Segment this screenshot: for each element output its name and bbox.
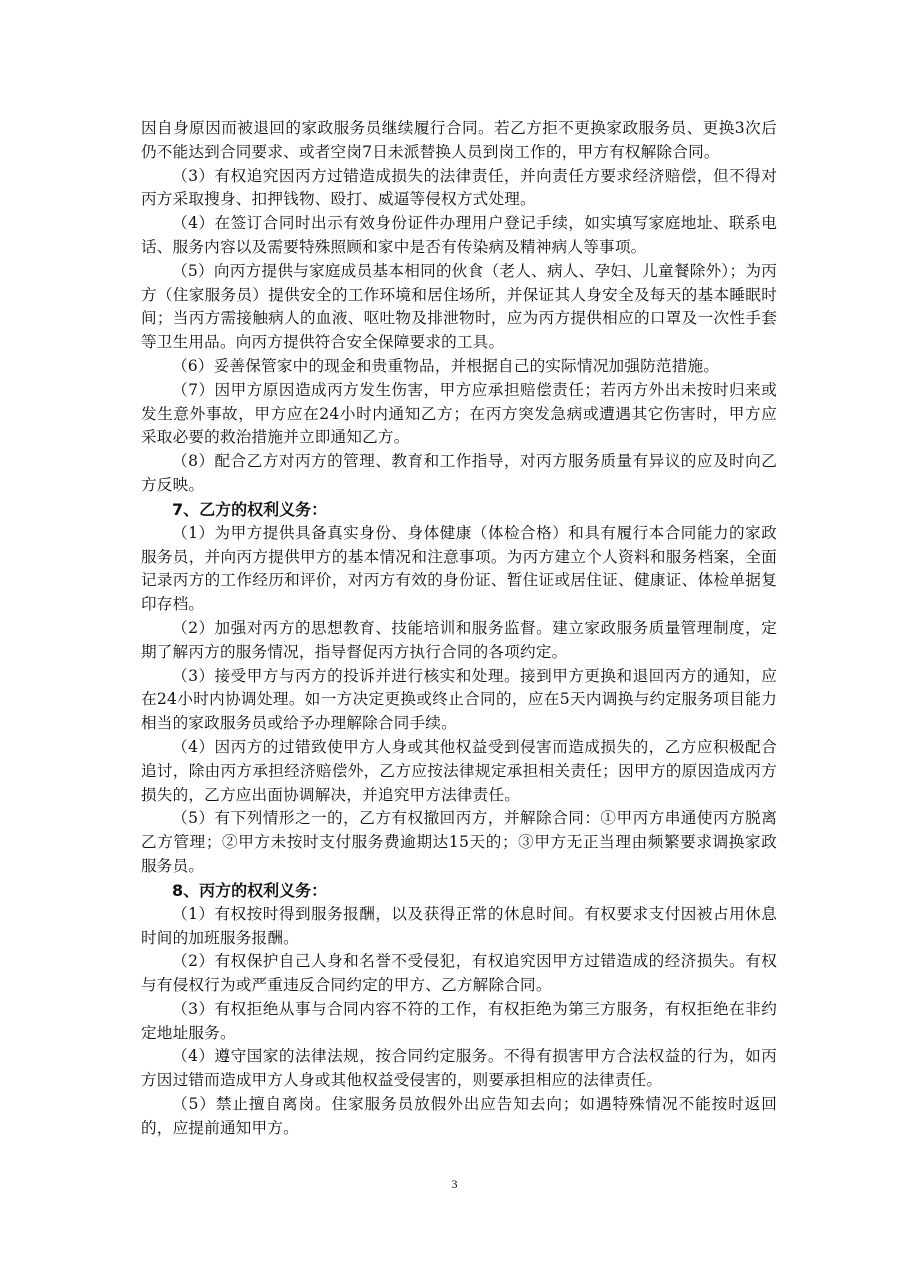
paragraph: （5）禁止擅自离岗。住家服务员放假外出应告知去向；如遇特殊情况不能按时返回的，应提前通知甲方。 <box>141 1095 777 1137</box>
document-body <box>141 117 777 1141</box>
paragraph: （5）向丙方提供与家庭成员基本相同的伙食（老人、病人、孕妇、儿童餐除外）；为丙方（住家服务员）提供安全的工作环境和居住场所，并保证其人身安全及每天的基本睡眠时间；当丙方需接触病人的血液、呕吐物及排泄物时，应为丙方提供相应的口罩及一次性手套等卫生用品。向丙方提供符合安全保障要求的工具。 <box>141 261 777 352</box>
page-number: 3 <box>451 1177 458 1191</box>
paragraph: （4）因丙方的过错致使甲方人身或其他权益受到侵害而造成损失的，乙方应积极配合追讨，除由丙方承担经济赔偿外，乙方应按法律规定承担相关责任；因甲方的原因造成丙方损失的，乙方应出面协调解决，并追究甲方法律责任。 <box>141 737 777 804</box>
paragraph: 因自身原因而被退回的家政服务员继续履行合同。若乙方拒不更换家政服务员、更换3次后仍不能达到合同要求、或者空岗7日未派替换人员到岗工作的，甲方有权解除合同。 <box>141 119 777 161</box>
paragraph: （3）有权追究因丙方过错造成损失的法律责任，并向责任方要求经济赔偿，但不得对丙方采取搜身、扣押钱物、殴打、威逼等侵权方式处理。 <box>141 166 777 209</box>
paragraph: （2）加强对丙方的思想教育、技能培训和服务监督。建立家政服务质量管理制度，定期了解丙方的服务情况，指导督促丙方执行合同的各项约定。 <box>141 618 777 661</box>
section-heading-party-c: 8、丙方的权利义务： <box>172 880 328 900</box>
paragraph: （3）接受甲方与丙方的投诉并进行核实和处理。接到甲方更换和退回丙方的通知，应在24小时内协调处理。如一方决定更换或终止合同的，应在5天内调换与约定服务项目能力相当的家政服务员或给予办理解除合同手续。 <box>141 666 777 733</box>
paragraph: （1）为甲方提供具备真实身份、身体健康（体检合格）和具有履行本合同能力的家政服务员，并向丙方提供甲方的基本情况和注意事项。为丙方建立个人资料和服务档案，全面记录丙方的工作经历和评价，对丙方有效的身份证、暂住证或居住证、健康证、体检单据复印存档。 <box>141 523 777 614</box>
paragraph: （2）有权保护自己人身和名誉不受侵犯，有权追究因甲方过错造成的经济损失。有权与有侵权行为或严重违反合同约定的甲方、乙方解除合同。 <box>141 952 777 995</box>
paragraph: （3）有权拒绝从事与合同内容不符的工作，有权拒绝为第三方服务，有权拒绝在非约定地址服务。 <box>141 999 777 1042</box>
paragraph: （4）遵守国家的法律法规，按合同约定服务。不得有损害甲方合法权益的行为，如丙方因过错而造成甲方人身或其他权益受侵害的，则要承担相应的法律责任。 <box>141 1047 777 1090</box>
paragraph: （4）在签订合同时出示有效身份证件办理用户登记手续，如实填写家庭地址、联系电话、服务内容以及需要特殊照顾和家中是否有传染病及精神病人等事项。 <box>141 214 777 256</box>
paragraph: （1）有权按时得到服务报酬，以及获得正常的休息时间。有权要求支付因被占用休息时间的加班服务报酬。 <box>141 904 777 947</box>
paragraph: （5）有下列情形之一的，乙方有权撤回丙方，并解除合同：①甲丙方串通使丙方脱离乙方管理；②甲方未按时支付服务费逾期达15天的；③甲方无正当理由频繁要求调换家政服务员。 <box>141 809 777 875</box>
paragraph: （7）因甲方原因造成丙方发生伤害，甲方应承担赔偿责任；若丙方外出未按时归来或发生意外事故，甲方应在24小时内通知乙方；在丙方突发急病或遭遇其它伤害时，甲方应采取必要的救治措施并立即通知乙方。 <box>141 380 777 447</box>
paragraph: （6）妥善保管家中的现金和贵重物品，并根据自己的实际情况加强防范措施。 <box>172 356 720 375</box>
section-heading-party-b: 7、乙方的权利义务： <box>172 499 328 519</box>
paragraph: （8）配合乙方对丙方的管理、教育和工作指导，对丙方服务质量有异议的应及时向乙方反映。 <box>141 452 777 494</box>
